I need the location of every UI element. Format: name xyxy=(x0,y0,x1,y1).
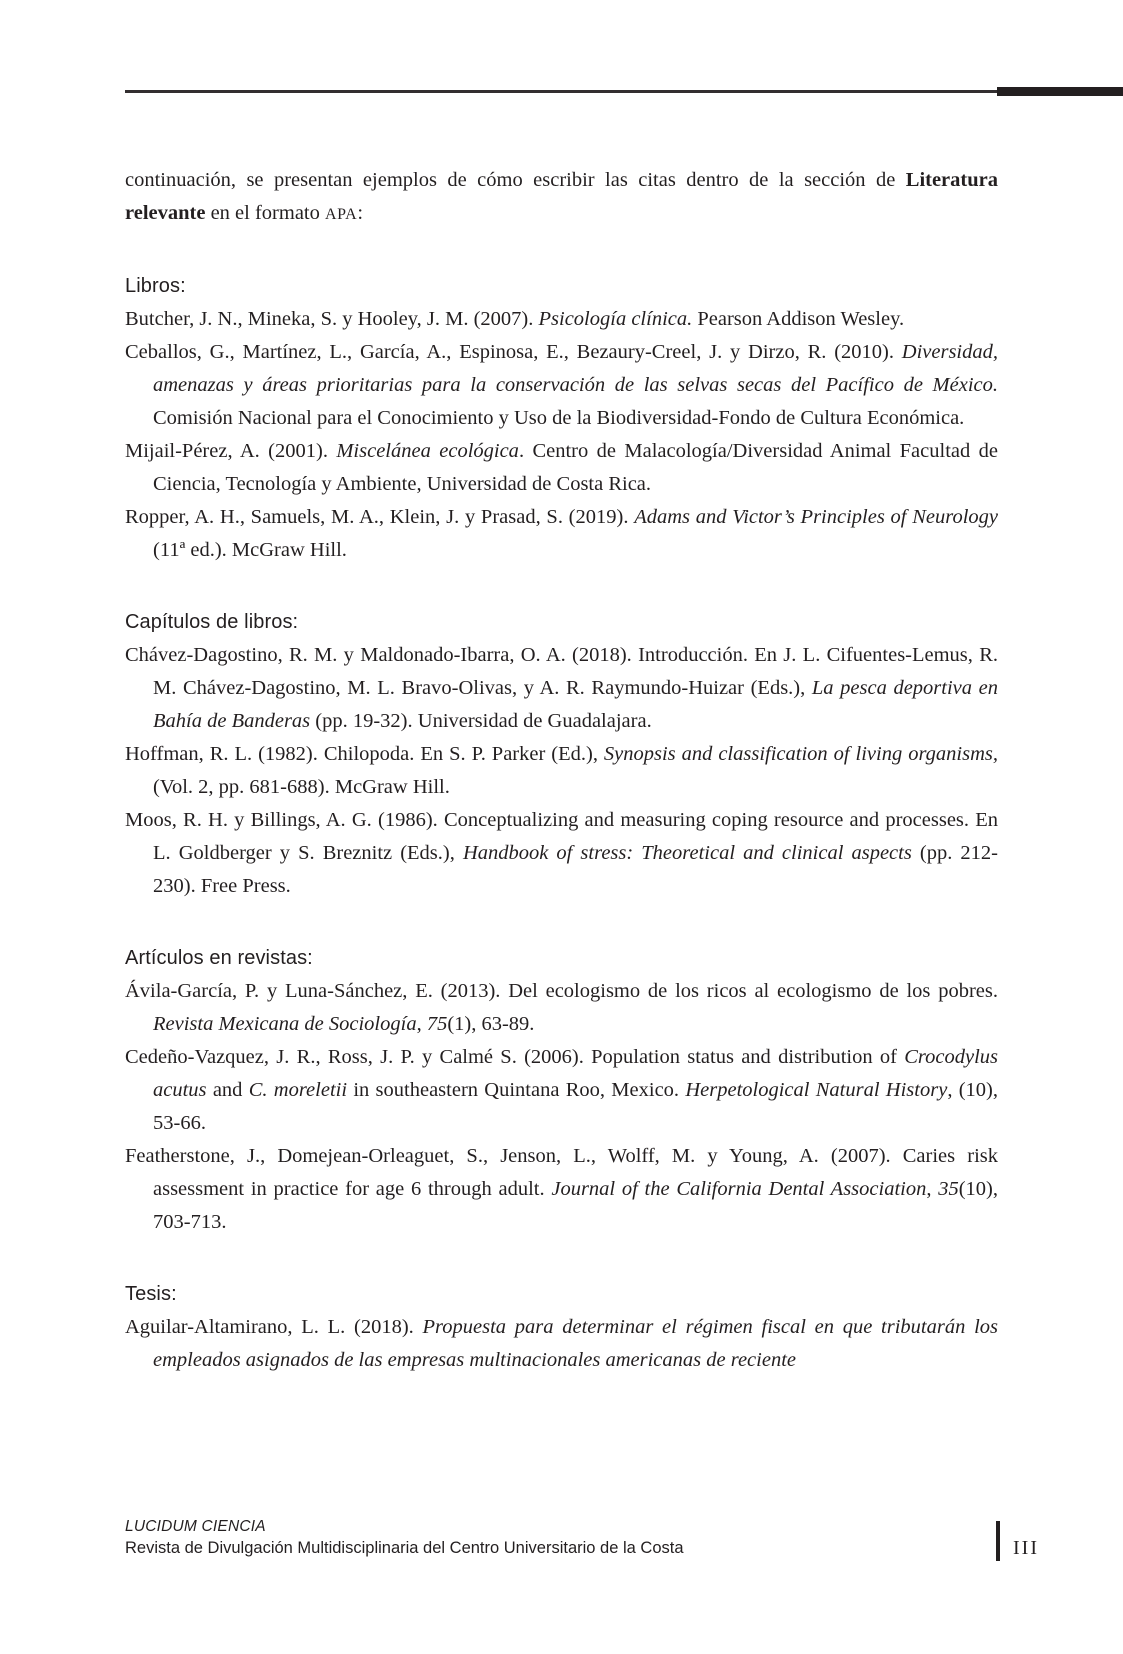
text-segment: (pp. 212-230). Free Press. xyxy=(153,842,999,897)
journal-description: Revista de Divulgación Multidisciplinaria del Centro Universitario de la Costa xyxy=(125,1539,684,1557)
text-segment: APA xyxy=(325,206,358,223)
text-segment: Herpetological Natural History xyxy=(685,1079,948,1101)
page-footer xyxy=(125,1516,684,1560)
text-segment: 75 xyxy=(426,1013,448,1035)
text-segment: en el formato xyxy=(205,202,325,224)
text-segment: (1), 63-89. xyxy=(447,1013,535,1035)
text-segment: Psicología clínica. xyxy=(538,308,693,330)
text-segment: , xyxy=(926,1178,939,1200)
text-segment: and xyxy=(206,1079,249,1101)
text-segment: (11ª ed.). McGraw Hill. xyxy=(153,539,347,561)
page-number: III xyxy=(1013,1537,1039,1559)
text-segment: Mijail-Pérez, A. (2001). xyxy=(125,440,337,462)
reference-entry xyxy=(125,975,998,1041)
text-segment: Pearson Addison Wesley. xyxy=(692,308,905,330)
text-segment: Chávez-Dagostino, R. M. y Maldonado-Ibarra, O. A. (2018). Introducción. En J. L. Cifuentes-Lemus, R. M. Chávez-Dagostino, M. L. Bravo-Olivas, y A. R. Raymundo-Huizar (Eds.), xyxy=(125,644,998,699)
text-segment: Handbook of stress: Theoretical and clinical aspects xyxy=(462,842,912,864)
section-heading: Libros: xyxy=(125,275,186,297)
text-segment: Propuesta para determinar el régimen fiscal en que tributarán los empleados asignados de las empresas multinacionales americanas de reciente xyxy=(153,1316,998,1371)
text-segment: Literatura relevante xyxy=(125,169,998,224)
text-segment: Featherstone, J., Domejean-Orleaguet, S., Jenson, L., Wolff, M. y Young, A. (2007). Caries risk assessment in practice for age 6 through adult. xyxy=(125,1145,998,1200)
text-segment: continuación, se presentan ejemplos de cómo escribir las citas dentro de la sección de xyxy=(125,169,906,191)
text-segment: Diversidad, amenazas y áreas prioritarias para la conservación de las selvas secas del Pacífico de México. xyxy=(153,341,998,396)
text-segment: Cedeño-Vazquez, J. R., Ross, J. P. y Calmé S. (2006). Population status and distribution of xyxy=(125,1046,905,1068)
text-segment: Butcher, J. N., Mineka, S. y Hooley, J. M. (2007). xyxy=(125,308,539,330)
reference-entry xyxy=(125,738,998,804)
footer-divider xyxy=(996,1521,1000,1561)
text-segment: , (10), 53-66. xyxy=(153,1079,998,1134)
reference-entry xyxy=(125,1041,998,1140)
reference-entry xyxy=(125,804,998,903)
journal-name: LUCIDUM CIENCIA xyxy=(125,1518,266,1535)
text-segment: Ceballos, G., Martínez, L., García, A., Espinosa, E., Bezaury-Creel, J. y Dirzo, R. (2010). xyxy=(125,341,902,363)
section-heading: Tesis: xyxy=(125,1283,177,1305)
text-segment: C. moreletii xyxy=(248,1079,348,1101)
text-segment: Aguilar-Altamirano, L. L. (2018). xyxy=(125,1316,423,1338)
text-segment: Revista Mexicana de Sociología xyxy=(153,1013,417,1035)
text-segment: Moos, R. H. y Billings, A. G. (1986). Conceptualizing and measuring coping resource and processes. En L. Goldberger y S. Breznitz (Eds.), xyxy=(125,809,998,864)
text-segment: La pesca deportiva en Bahía de Banderas xyxy=(153,677,998,732)
text-segment: Synopsis and classification of living organisms, xyxy=(603,743,998,765)
reference-entry xyxy=(125,1140,998,1239)
text-segment: in southeastern Quintana Roo, Mexico. xyxy=(347,1079,686,1101)
text-segment: 35 xyxy=(938,1178,959,1200)
reference-entry xyxy=(125,336,998,435)
text-segment: : xyxy=(357,202,364,224)
text-segment: Journal of the California Dental Association xyxy=(551,1178,927,1200)
text-segment: Crocodylus acutus xyxy=(153,1046,998,1101)
text-segment: . Centro de Malacología/Diversidad Animal Facultad de Ciencia, Tecnología y Ambiente, Universidad de Costa Rica. xyxy=(153,440,998,495)
text-segment: (10), 703-713. xyxy=(153,1178,998,1233)
reference-entry xyxy=(125,1311,998,1377)
reference-entry xyxy=(125,303,998,336)
reference-entry xyxy=(125,639,998,738)
reference-entry xyxy=(125,435,998,501)
intro-paragraph xyxy=(125,164,998,231)
text-column xyxy=(125,0,998,1377)
text-segment: (Vol. 2, pp. 681-688). McGraw Hill. xyxy=(153,776,450,798)
reference-entry xyxy=(125,501,998,567)
header-rule-accent xyxy=(997,87,1123,96)
text-segment: (pp. 19-32). Universidad de Guadalajara. xyxy=(310,710,652,732)
text-segment: Hoffman, R. L. (1982). Chilopoda. En S. P. Parker (Ed.), xyxy=(125,743,604,765)
reference-sections xyxy=(125,270,998,1377)
text-segment: Ávila-García, P. y Luna-Sánchez, E. (2013). Del ecologismo de los ricos al ecologismo de los pobres. xyxy=(125,980,998,1002)
text-segment: , xyxy=(416,1013,427,1035)
text-segment: Ropper, A. H., Samuels, M. A., Klein, J. y Prasad, S. (2019). xyxy=(125,506,635,528)
section-heading: Artículos en revistas: xyxy=(125,947,313,969)
text-segment: Miscelánea ecológica xyxy=(336,440,519,462)
text-segment: Adams and Victor’s Principles of Neurology xyxy=(634,506,999,528)
text-segment: Comisión Nacional para el Conocimiento y Uso de la Biodiversidad-Fondo de Cultura Económica. xyxy=(153,407,965,429)
section-heading: Capítulos de libros: xyxy=(125,611,299,633)
